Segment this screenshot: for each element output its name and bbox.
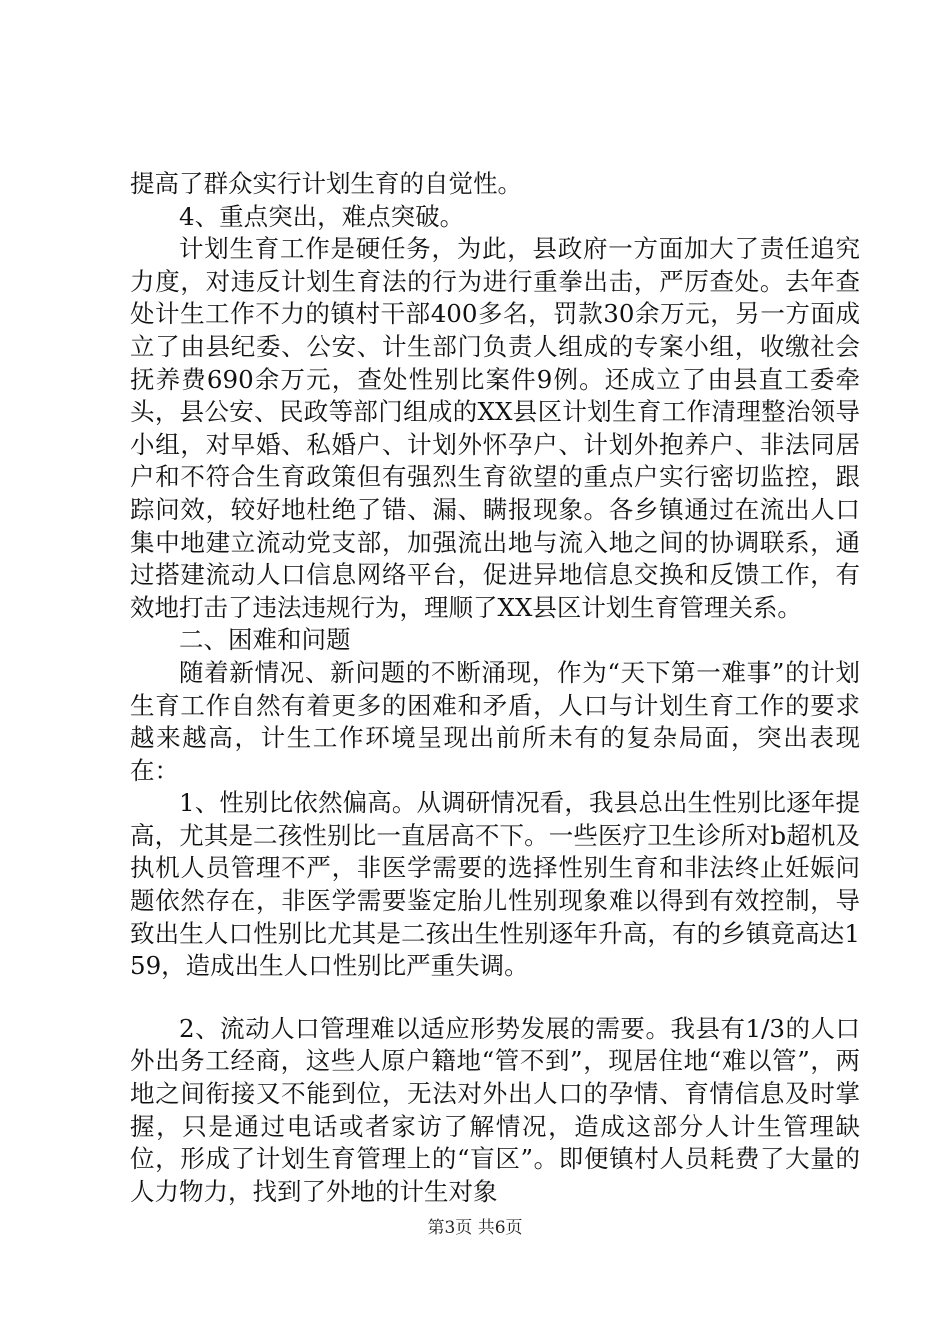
paragraph-gap <box>130 983 860 1013</box>
paragraph-floating-population: 2、流动人口管理难以适应形势发展的需要。我县有1/3的人口外出务工经商，这些人原户籍地“管不到”，现居住地“难以管”，两地之间衔接又不能到位，无法对外出人口的孕情、育情信息及时掌握，只是通过电话或者家访了解情况，造成这部分人计生管理缺位，形成了计划生育管理上的“盲区”。即便镇村人员耗费了大量的人力物力，找到了外地的计生对象 <box>130 1013 860 1206</box>
page-number-footer: 第3页 共6页 <box>427 1218 523 1238</box>
paragraph-accountability: 计划生育工作是硬任务，为此，县政府一方面加大了责任追究力度，对违反计划生育法的行为进行重拳出击，严厉查处。去年查处计生工作不力的镇村干部400多名，罚款30余万元，另一方面成立了由县纪委、公安、计生部门负责人组成的专案小组，收缴社会抚养费690余万元，查处性别比案件9例。还成立了由县直工委牵头，县公安、民政等部门组成的XX县区计划生育工作清理整治领导小组，对早婚、私婚户、计划外怀孕户、计划外抱养户、非法同居户和不符合生育政策但有强烈生育欲望的重点户实行密切监控，跟踪问效，较好地杜绝了错、漏、瞒报现象。各乡镇通过在流出人口集中地建立流动党支部，加强流出地与流入地之间的协调联系，通过搭建流动人口信息网络平台，促进异地信息交换和反馈工作，有效地打击了违法违规行为，理顺了XX县区计划生育管理关系。 <box>130 234 860 622</box>
paragraph-new-situations: 随着新情况、新问题的不断涌现，作为“天下第一难事”的计划生育工作自然有着更多的困难和矛盾，人口与计划生育工作的要求越来越高，计生工作环境呈现出前所未有的复杂局面，突出表现在： <box>130 657 860 785</box>
heading-key-points: 4、重点突出，难点突破。 <box>179 201 465 231</box>
paragraph-continuation: 提高了群众实行计划生育的自觉性。 <box>130 169 522 198</box>
heading-difficulties: 二、困难和问题 <box>179 625 351 655</box>
paragraph-sex-ratio: 1、性别比依然偏高。从调研情况看，我县总出生性别比逐年提高，尤其是二孩性别比一直居高不下。一些医疗卫生诊所对b超机及执机人员管理不严，非医学需要的选择性别生育和非法终止妊娠问题依然存在，非医学需要鉴定胎儿性别现象难以得到有效控制，导致出生人口性别比尤其是二孩出生性别逐年升高，有的乡镇竟高达159，造成出生人口性别比严重失调。 <box>130 788 860 981</box>
document-body <box>130 168 860 1208</box>
